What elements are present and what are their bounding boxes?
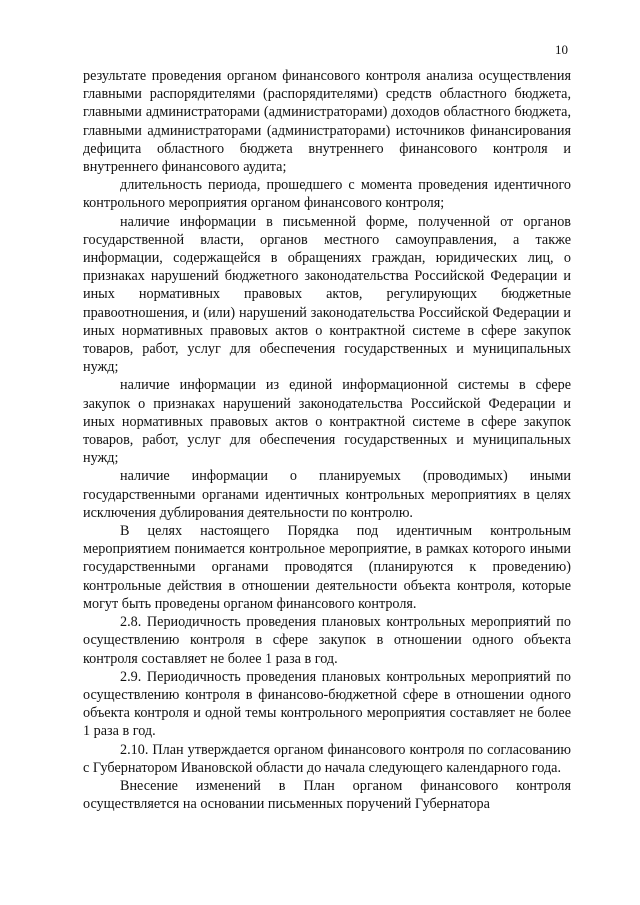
page-number: 10 bbox=[555, 42, 568, 57]
paragraph-plan-changes: Внесение изменений в План органом финансового контроля осуществляется на основании письменных поручений Губернатора bbox=[83, 777, 571, 813]
paragraph-other-bodies: наличие информации о планируемых (проводимых) иными государственными органами идентичных контрольных мероприятиях в целях исключения дублирования деятельности по контролю. bbox=[83, 468, 571, 521]
document-body bbox=[83, 67, 571, 813]
paragraph-period-duration: длительность периода, прошедшего с момента проведения идентичного контрольного мероприятия органом финансового контроля; bbox=[83, 177, 571, 212]
paragraph-eis-information: наличие информации из единой информационной системы в сфере закупок о признаках нарушений законодательства Российской Федерации и иных нормативных правовых актов о контрактной системе в сфере закупок товаров, работ, услуг для обеспечения государственных и муниципальных нужд; bbox=[83, 377, 571, 467]
paragraph-2-9: 2.9. Периодичность проведения плановых контрольных мероприятий по осуществлению контроля в финансово-бюджетной сфере в отношении одного объекта контроля и одной темы контрольного мероприятия составляет не более 1 раза в год. bbox=[83, 668, 571, 740]
paragraph-audit-results: результате проведения органом финансового контроля анализа осуществления главными распорядителями (распорядителями) средств областного бюджета, главными администраторами (администраторами) доходов областного бюджета, главными администраторами (администраторами) источников финансирования дефицита областного бюджета внутреннего финансового контроля и внутреннего финансового аудита; bbox=[83, 68, 571, 176]
paragraph-2-8: 2.8. Периодичность проведения плановых контрольных мероприятий по осуществлению контроля в сфере закупок в отношении одного объекта контроля составляет не более 1 раза в год. bbox=[83, 614, 571, 667]
paragraph-identical-definition: В целях настоящего Порядка под идентичным контрольным мероприятием понимается контрольное мероприятие, в рамках которого иными государственными органами проводятся (планируются к проведению) контрольные действия в отношении деятельности объекта контроля, которые могут быть проведены органом финансового контроля. bbox=[83, 523, 571, 612]
paragraph-written-information: наличие информации в письменной форме, полученной от органов государственной власти, органов местного самоуправления, а также информации, содержащейся в обращениях граждан, юридических лиц, о признаках нарушений бюджетного законодательства Российской Федерации и иных нормативных правовых актов, регулирующих бюджетные правоотношения, и (или) нарушений законодательства Российской Федерации и иных нормативных правовых актов о контрактной системе в сфере закупок товаров, работ, услуг для обеспечения государственных и муниципальных нужд; bbox=[83, 213, 571, 376]
paragraph-2-10: 2.10. План утверждается органом финансового контроля по согласованию с Губернатором Ивановской области до начала следующего календарного года. bbox=[83, 741, 571, 776]
